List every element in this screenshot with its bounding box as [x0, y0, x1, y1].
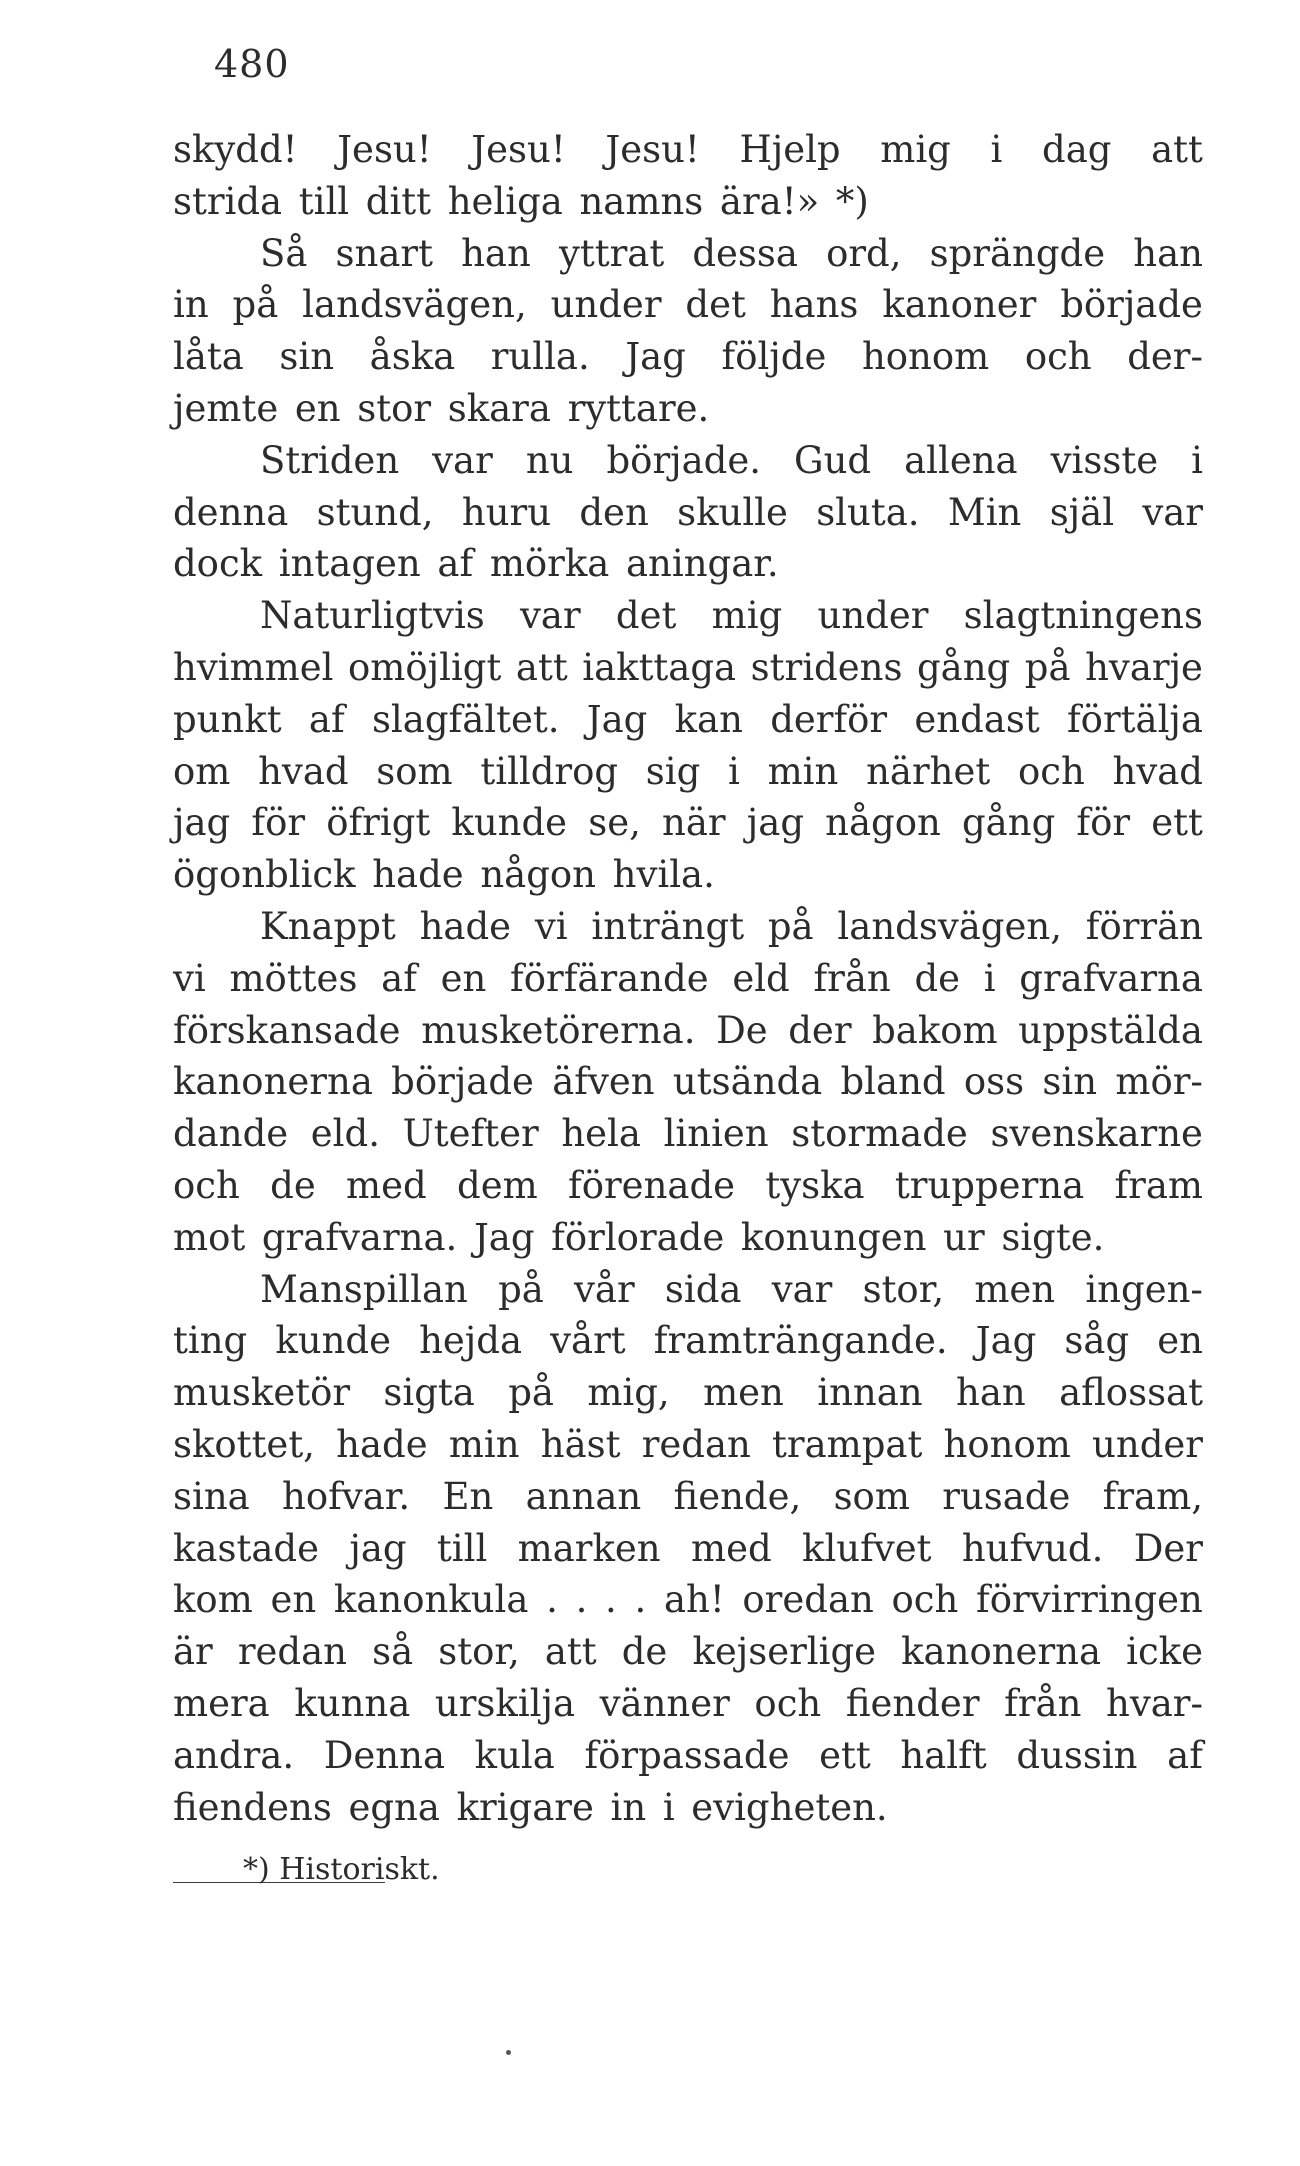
word: hade [419, 904, 512, 948]
text-line [173, 1471, 1203, 1523]
word: åska [369, 335, 456, 379]
word: kunde [275, 1319, 391, 1363]
word: der- [1127, 335, 1203, 379]
word: det [615, 594, 677, 638]
word: Utefter [402, 1112, 539, 1156]
word: ditt [365, 179, 432, 223]
word: under [1092, 1422, 1203, 1466]
word: sprängde [929, 231, 1106, 275]
word: jag [746, 801, 804, 845]
word: in [610, 1785, 647, 1829]
word: krigare [456, 1785, 594, 1829]
word: af [1167, 1733, 1203, 1777]
word: en [270, 1578, 317, 1622]
word: och [1024, 335, 1092, 379]
word: kanoner [882, 283, 1037, 327]
word: själ [1049, 490, 1115, 534]
word: att [515, 645, 568, 689]
word: men [703, 1371, 784, 1415]
word: skottet, [173, 1422, 315, 1466]
text-line [173, 642, 1203, 694]
text-line [173, 1264, 1203, 1316]
word: vi [534, 904, 568, 948]
word: började [1060, 283, 1203, 327]
word: oss [963, 1060, 1025, 1104]
word: der [788, 1008, 852, 1052]
word: i [662, 1785, 675, 1829]
word: redan [237, 1630, 348, 1674]
word: mig [880, 128, 951, 171]
word: hvila. [612, 853, 715, 897]
word: på [232, 283, 279, 327]
footnote: *) Historiskt. [243, 1852, 440, 1887]
text-line [173, 435, 1203, 487]
text-line [173, 953, 1203, 1005]
word: hejda [419, 1319, 523, 1363]
word: vi [173, 956, 206, 1000]
word: det [685, 283, 746, 327]
word: stor, [438, 1630, 520, 1674]
word: aningar. [625, 542, 779, 586]
text-line [173, 1367, 1203, 1419]
word: linien [663, 1112, 769, 1156]
text-line [173, 383, 1203, 435]
word: och [1017, 749, 1085, 793]
word: dessa [692, 231, 798, 275]
word: förvirringen [976, 1578, 1203, 1622]
text-line [173, 1626, 1203, 1678]
word: på [498, 1267, 544, 1311]
text-line [173, 1574, 1203, 1626]
text-line [173, 1315, 1203, 1367]
word: var [771, 1267, 833, 1311]
text-line [173, 694, 1203, 746]
word: nu [525, 438, 574, 482]
word: var [1142, 490, 1203, 534]
word: sluta. [816, 490, 920, 534]
word: en [440, 956, 487, 1000]
word: en [1157, 1319, 1203, 1363]
word: med [691, 1526, 772, 1570]
word: jag [173, 801, 231, 845]
text-line [173, 797, 1203, 849]
word: af [308, 697, 345, 741]
word: någon [480, 853, 597, 897]
word: af [437, 542, 474, 586]
text-line [173, 124, 1203, 176]
text-line [173, 746, 1203, 798]
word: vänner [599, 1681, 730, 1725]
word: musketörerna. [421, 1008, 696, 1052]
word: mig [711, 594, 783, 638]
word: för [1076, 801, 1131, 845]
word: sigte. [1001, 1215, 1105, 1259]
word: halft [900, 1733, 987, 1777]
word: hvad [258, 749, 349, 793]
word: honom [861, 335, 990, 379]
word: jag [349, 1526, 407, 1570]
word: omöjligt [348, 645, 502, 689]
word: såg [1064, 1319, 1130, 1363]
word: hvimmel [173, 645, 334, 689]
word: till [436, 1526, 488, 1570]
text-line [173, 590, 1203, 642]
word: klufvet [802, 1526, 932, 1570]
text-line [173, 1730, 1203, 1782]
word: evigheten. [691, 1785, 888, 1829]
text-line [173, 1678, 1203, 1730]
word: visste [1050, 438, 1159, 482]
word: sigta [383, 1371, 475, 1415]
word: namns [579, 179, 704, 223]
word: ett [819, 1733, 871, 1777]
word: om [173, 749, 231, 793]
word: Min [947, 490, 1022, 534]
word: var [432, 438, 493, 482]
word: min [448, 1422, 520, 1466]
word: se, [588, 801, 641, 845]
word: på [767, 904, 814, 948]
word: de [914, 956, 961, 1000]
word: förenade [568, 1163, 736, 1207]
word: häst [540, 1422, 621, 1466]
word: han [1133, 231, 1203, 275]
word: hade [336, 1422, 428, 1466]
word: huru [461, 490, 552, 534]
word: stor [357, 386, 432, 430]
word: så [372, 1630, 414, 1674]
word: kejserlige [692, 1630, 877, 1674]
word: stormade [791, 1112, 968, 1156]
word: redan [641, 1422, 751, 1466]
word: i [983, 956, 996, 1000]
word: Gud [794, 438, 872, 482]
word: oredan [742, 1578, 874, 1622]
word: Jesu! [337, 128, 432, 171]
word: förlorade [551, 1215, 725, 1259]
word: sig [645, 749, 701, 793]
word: fiende, [673, 1474, 802, 1518]
word: sin [279, 335, 335, 379]
text-line [173, 228, 1203, 280]
word: kanonerna [173, 1060, 373, 1104]
text-line [173, 1005, 1203, 1057]
word: sin [1042, 1060, 1098, 1104]
word: ära!» [719, 179, 820, 223]
word: konungen [740, 1215, 927, 1259]
word: Manspillan [260, 1267, 468, 1311]
word: Knappt [260, 904, 396, 948]
word: min [767, 749, 839, 793]
word: låta [173, 335, 244, 379]
word: förtälja [1066, 697, 1203, 741]
word: denna [173, 490, 289, 534]
word: att [544, 1630, 597, 1674]
word: vårt [550, 1319, 626, 1363]
word: började [391, 1060, 534, 1104]
word: icke [1126, 1630, 1203, 1674]
word: ett [1151, 801, 1203, 845]
word: hvarje [1085, 645, 1203, 689]
word: han [461, 231, 531, 275]
word: skara [447, 386, 551, 430]
word: Så [260, 231, 308, 275]
print-speck [506, 2050, 511, 2055]
word: började. [606, 438, 762, 482]
text-line [173, 1056, 1203, 1108]
word: landsvägen, [837, 904, 1062, 948]
word: stor, [862, 1267, 945, 1311]
word: gång [962, 801, 1056, 845]
word: bland [840, 1060, 946, 1104]
word: mörka [489, 542, 610, 586]
word: stund, [316, 490, 434, 534]
text-line [173, 1212, 1203, 1264]
word: urskilja [434, 1681, 576, 1725]
word: under [550, 283, 662, 327]
word: till [298, 179, 350, 223]
word: trupperna [894, 1163, 1085, 1207]
word: och [173, 1163, 240, 1207]
word: yttrat [558, 231, 665, 275]
word: in [173, 283, 209, 327]
word: men [974, 1267, 1056, 1311]
word: i [990, 128, 1003, 171]
word: någon [825, 801, 941, 845]
word: *) [835, 179, 869, 223]
word: när [662, 801, 726, 845]
word: hvad [1112, 749, 1203, 793]
word: Jag [975, 1319, 1037, 1363]
word: mot [173, 1215, 246, 1259]
word: en [294, 386, 341, 430]
word: från [1004, 1681, 1082, 1725]
word: möttes [229, 956, 358, 1000]
word: ah! [663, 1578, 725, 1622]
word: dock [173, 542, 263, 586]
word: kom [173, 1578, 253, 1622]
word: ingen- [1085, 1267, 1203, 1311]
word: De [716, 1008, 768, 1052]
text-line [173, 176, 1203, 228]
word: han [955, 1371, 1026, 1415]
word: att [1151, 128, 1203, 171]
word: i [1191, 438, 1203, 482]
word: egna [348, 1785, 440, 1829]
word: följde [721, 335, 827, 379]
word: dag [1042, 128, 1112, 171]
word: intagen [278, 542, 421, 586]
word: förpassade [584, 1733, 790, 1777]
word: Jesu! [605, 128, 700, 171]
word: framträngande. [653, 1319, 948, 1363]
word: punkt [173, 697, 282, 741]
body-text [173, 124, 1203, 1833]
word: Hjelp [739, 128, 841, 171]
word: hvar- [1106, 1681, 1203, 1725]
text-line [173, 901, 1203, 953]
word: En [442, 1474, 494, 1518]
word: i [728, 749, 740, 793]
word: på [1024, 645, 1071, 689]
word: mig, [587, 1371, 670, 1415]
word: förfärande [510, 956, 709, 1000]
text-line [173, 1782, 1203, 1834]
word: musketör [173, 1371, 351, 1415]
word: annan [525, 1474, 642, 1518]
word: dande [173, 1112, 289, 1156]
word: förrän [1085, 904, 1203, 948]
text-line [173, 487, 1203, 539]
text-line [173, 1160, 1203, 1212]
word: kunna [294, 1681, 411, 1725]
word: den [579, 490, 649, 534]
word: . [605, 1578, 617, 1622]
word: . [546, 1578, 558, 1622]
word: innan [817, 1371, 923, 1415]
word: . [575, 1578, 588, 1622]
word: och [754, 1681, 822, 1725]
word: fiender [845, 1681, 980, 1725]
word: närhet [866, 749, 991, 793]
word: Naturligtvis [260, 594, 485, 638]
word: heliga [447, 179, 563, 223]
word: grafvarna [1019, 956, 1203, 1000]
word: hela [561, 1112, 641, 1156]
word: allena [904, 438, 1018, 482]
word: ord, [826, 231, 902, 275]
word: marken [517, 1526, 661, 1570]
word: landsvägen, [302, 283, 527, 327]
word: vår [574, 1267, 635, 1311]
word: eld [732, 956, 790, 1000]
word: hade [372, 853, 464, 897]
word: kunde [451, 801, 568, 845]
word: iakttaga [582, 645, 737, 689]
word: och [891, 1578, 959, 1622]
word: grafvarna. [261, 1215, 458, 1259]
word: hufvud. [961, 1526, 1104, 1570]
word: af [381, 956, 417, 1000]
text-line [173, 331, 1203, 383]
word: kanonkula [333, 1578, 529, 1622]
word: dem [457, 1163, 538, 1207]
word: skydd! [173, 128, 298, 171]
word: derför [770, 697, 888, 741]
word: aflossat [1059, 1371, 1203, 1415]
word: fram, [1102, 1474, 1203, 1518]
text-line [173, 849, 1203, 901]
word: sina [173, 1474, 250, 1518]
word: rusade [942, 1474, 1071, 1518]
word: med [346, 1163, 427, 1207]
text-line [173, 538, 1203, 590]
word: strida [173, 179, 283, 223]
word: andra. [173, 1733, 295, 1777]
word: öfrigt [326, 801, 431, 845]
word: de [621, 1630, 668, 1674]
word: tyska [765, 1163, 865, 1207]
word: fram [1114, 1163, 1203, 1207]
text-line [173, 279, 1203, 331]
word: svenskarne [990, 1112, 1203, 1156]
word: gång [916, 645, 1011, 689]
word: inträngt [591, 904, 745, 948]
word: hofvar. [282, 1474, 411, 1518]
word: är [173, 1630, 213, 1674]
word: Jag [473, 1215, 535, 1259]
word: honom [943, 1422, 1071, 1466]
text-line [173, 1419, 1203, 1471]
word: trampat [772, 1422, 923, 1466]
word: de [270, 1163, 316, 1207]
word: endast [914, 697, 1040, 741]
text-line [173, 1108, 1203, 1160]
word: ögonblick [173, 853, 356, 897]
word: Jag [586, 697, 648, 741]
word: sida [664, 1267, 742, 1311]
word: mör- [1115, 1060, 1203, 1104]
word: tilldrog [480, 749, 619, 793]
word: som [833, 1474, 910, 1518]
word: uppstälda [1018, 1008, 1203, 1052]
word: ur [943, 1215, 985, 1259]
word: stridens [750, 645, 903, 689]
word: äfven [552, 1060, 655, 1104]
word: bakom [872, 1008, 998, 1052]
word: fiendens [173, 1785, 332, 1829]
word: för [251, 801, 306, 845]
word: på [508, 1371, 554, 1415]
word: kanonerna [901, 1630, 1102, 1674]
word: mera [173, 1681, 270, 1725]
word: skulle [677, 490, 788, 534]
word: rulla. [490, 335, 590, 379]
word: Denna [323, 1733, 446, 1777]
word: . [634, 1578, 647, 1622]
word: slagfältet. [371, 697, 560, 741]
word: som [376, 749, 453, 793]
word: snart [335, 231, 433, 275]
word: slagtningens [963, 594, 1203, 638]
word: från [813, 956, 891, 1000]
word: under [817, 594, 929, 638]
word: hans [769, 283, 859, 327]
word: jemte [173, 386, 279, 430]
word: ryttare. [567, 386, 710, 430]
word: ting [173, 1319, 248, 1363]
word: dussin [1016, 1733, 1138, 1777]
word: kula [474, 1733, 555, 1777]
word: Der [1133, 1526, 1203, 1570]
word: eld. [310, 1112, 380, 1156]
word: Striden [260, 438, 400, 482]
word: Jesu! [471, 128, 566, 171]
word: kan [674, 697, 743, 741]
word: Jag [625, 335, 686, 379]
word: kastade [173, 1526, 319, 1570]
word: förskansade [173, 1008, 401, 1052]
word: utsända [672, 1060, 823, 1104]
word: var [520, 594, 581, 638]
page-number: 480 [214, 42, 290, 86]
text-line [173, 1523, 1203, 1575]
